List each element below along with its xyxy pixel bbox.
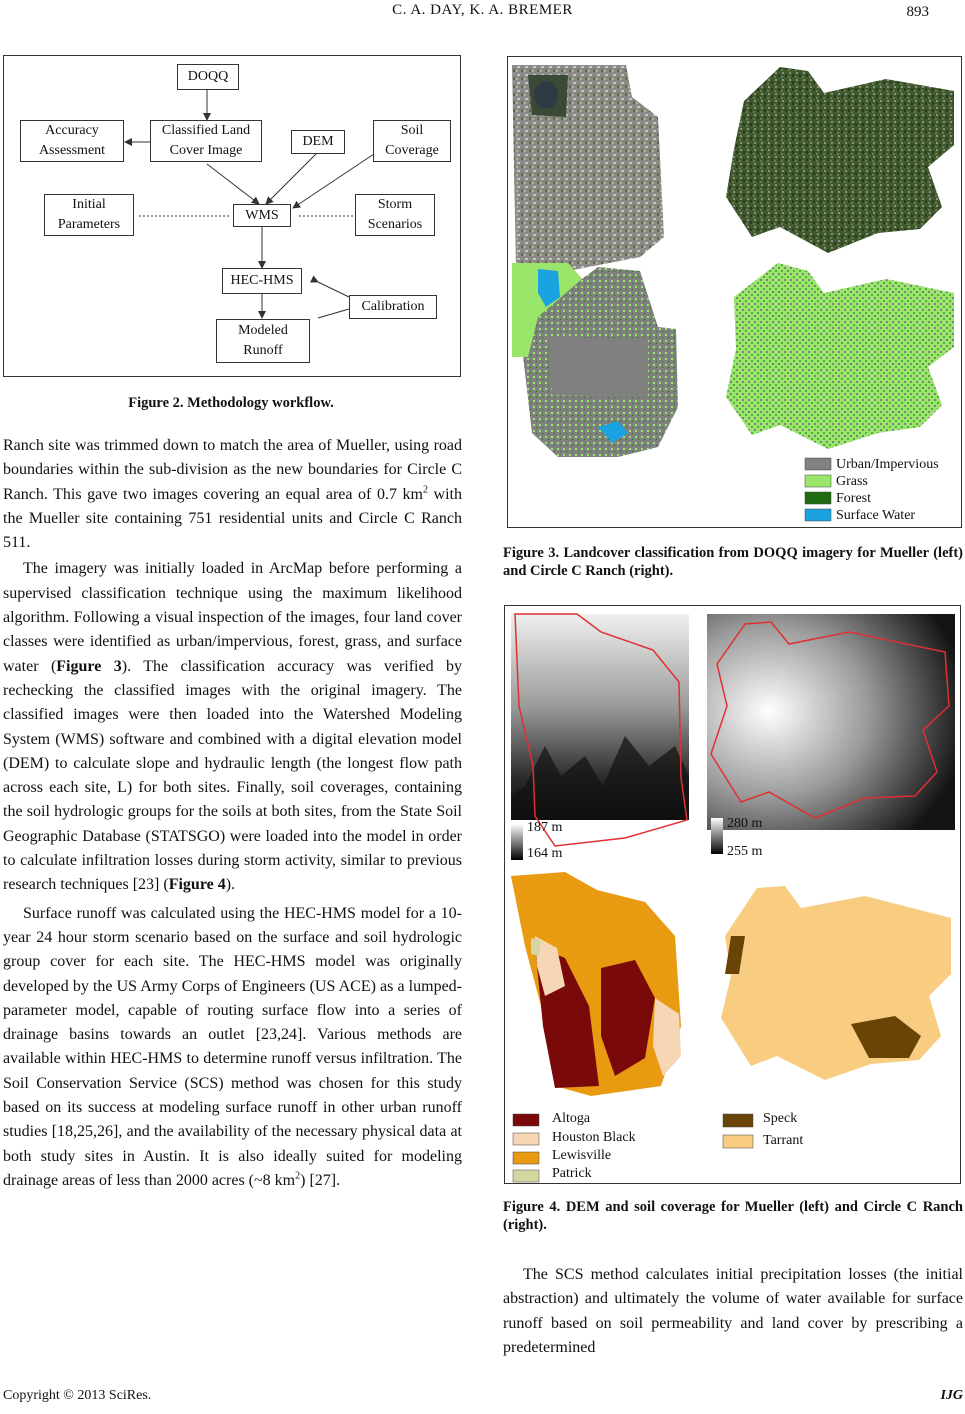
soil-legend-patrick: Patrick bbox=[552, 1166, 592, 1181]
page-number: 893 bbox=[906, 4, 929, 20]
figure-4 bbox=[504, 605, 961, 1184]
legend-forest: Forest bbox=[836, 491, 871, 506]
dem-right-min: 255 m bbox=[727, 844, 763, 859]
label-wms: WMS bbox=[245, 207, 279, 223]
label-dem: DEM bbox=[302, 134, 334, 149]
box-doqq bbox=[177, 64, 239, 90]
label-soil-1: Soil bbox=[400, 123, 424, 138]
legend-grass: Grass bbox=[836, 474, 868, 489]
paragraph-3 bbox=[3, 902, 462, 1194]
p2-text-c: ). bbox=[225, 876, 236, 894]
box-initial-parameters bbox=[44, 194, 134, 236]
dem-right-max: 280 m bbox=[727, 816, 763, 831]
box-modeled-runoff bbox=[216, 319, 310, 363]
footer-journal: IJG bbox=[940, 1388, 963, 1403]
legend-urban-impervious: Urban/Impervious bbox=[836, 457, 939, 472]
paragraph-1 bbox=[3, 434, 462, 555]
figure-4-reference: Figure 4 bbox=[168, 876, 226, 894]
label-hechms: HEC-HMS bbox=[230, 273, 294, 288]
label-storm-1: Storm bbox=[377, 197, 413, 212]
page-header bbox=[0, 2, 965, 24]
paragraph-2 bbox=[3, 557, 462, 897]
box-storm-scenarios bbox=[355, 194, 435, 236]
left-column-text bbox=[3, 434, 462, 1193]
p2-text-a: The imagery was initially loaded in ArcMap before performing a supervised classification technique using the maximum likelihood algorithm. Following a visual inspection of the images, four land cover classes were identified as urban/impervious, forest, grass, and surface water ( bbox=[3, 560, 462, 675]
box-wms bbox=[233, 204, 291, 227]
dem-left-min: 164 m bbox=[527, 846, 563, 861]
paragraph-4: The SCS method calculates initial precipitation losses (the initial abstraction) and ultimately the volume of water available for surface runoff based on soil permeability and land cover by prescribing a predetermined bbox=[503, 1266, 963, 1356]
label-modeled-2: Runoff bbox=[243, 343, 283, 358]
footer-copyright: Copyright © 2013 SciRes. bbox=[3, 1388, 152, 1403]
box-dem bbox=[291, 130, 345, 154]
label-calibration: Calibration bbox=[361, 299, 425, 314]
right-column-text bbox=[503, 1263, 963, 1360]
box-hec-hms bbox=[222, 268, 302, 294]
label-accuracy-1: Accuracy bbox=[45, 123, 99, 138]
figure-2 bbox=[3, 55, 461, 377]
box-soil-coverage bbox=[373, 120, 451, 162]
soil-legend-tarrant: Tarrant bbox=[763, 1133, 804, 1148]
label-initial-2: Parameters bbox=[57, 217, 121, 232]
figure-3-caption: Figure 3. Landcover classification from DOQQ imagery for Mueller (left) and Circle C Ranch (right). bbox=[503, 545, 963, 579]
label-storm-2: Scenarios bbox=[367, 217, 423, 232]
p1-superscript: 2 bbox=[422, 484, 428, 496]
figure-4-caption: Figure 4. DEM and soil coverage for Mueller (left) and Circle C Ranch (right). bbox=[503, 1199, 963, 1233]
label-soil-2: Coverage bbox=[385, 143, 439, 158]
label-classified-1: Classified Land bbox=[161, 123, 251, 138]
box-classified-land-cover bbox=[150, 120, 262, 162]
soil-legend-lewisville: Lewisville bbox=[552, 1148, 612, 1163]
running-authors: C. A. DAY, K. A. BREMER bbox=[392, 2, 573, 18]
figure-3 bbox=[507, 56, 962, 528]
soil-legend-altoga: Altoga bbox=[552, 1111, 591, 1126]
soil-legend-houston-black: Houston Black bbox=[552, 1130, 636, 1145]
dem-soil-maps bbox=[505, 606, 960, 1183]
p2-text-b: ). The classification accuracy was verified by rechecking the classified images with the original imagery. The classified images were then loaded into the Watershed Modeling System (WMS) software and combined with a digital elevation model (DEM) to calculate slope and hydraulic length (the longest flow path across each site, L) for both sites. Finally, soil coverages, containing the soil hydrologic groups for the soils at both sites, from the State Soil Geographic Database (STATSGO) were loaded into the model in order to calculate infiltration losses during storm activity, similar to previous research techniques [23] ( bbox=[3, 657, 463, 894]
label-modeled-1: Modeled bbox=[238, 323, 288, 338]
p3-text-end: ) [27]. bbox=[300, 1171, 341, 1189]
box-accuracy-assessment bbox=[20, 120, 124, 162]
soil-legend-speck: Speck bbox=[763, 1111, 798, 1126]
label-doqq: DOQQ bbox=[187, 69, 229, 84]
p1-text: Ranch site was trimmed down to match the area of Mueller, using road boundaries within the sub-division as the new boundaries for Circle C Ranch. This gave two images covering an equal area of 0.7 km bbox=[3, 437, 462, 503]
legend-surface-water: Surface Water bbox=[836, 508, 916, 523]
figure-2-caption: Figure 2. Methodology workflow. bbox=[128, 395, 334, 411]
p1-text-end: with the Mueller site containing 751 residential units and Circle C Ranch 511. bbox=[3, 485, 463, 552]
box-calibration bbox=[349, 295, 437, 319]
label-classified-2: Cover Image bbox=[169, 143, 243, 158]
p3-superscript: 2 bbox=[295, 1170, 301, 1182]
dem-left-max: 187 m bbox=[527, 820, 563, 835]
figure-3-reference: Figure 3 bbox=[56, 657, 122, 675]
label-accuracy-2: Assessment bbox=[38, 143, 106, 158]
p3-text: Surface runoff was calculated using the HEC-HMS model for a 10-year 24 hour storm scenario based on the surface and soil hydrologic group cover for each site. The HEC-HMS model was originally developed by the US Army Corps of Engineers (US ACE) as a lumped-parameter model, capable of routing surface flow into a series of drainage basins towards an outlet [23,24]. Various methods are available within HEC-HMS to determine runoff versus infiltration. The Soil Conservation Service (SCS) method was chosen for this study based on its success at modeling surface runoff in other urban runoff studies [18,25,26], and the availability of the necessary physical data at both study sites in Austin. It is also ideally suited for modeling drainage areas of less than 2000 acres (~8 km bbox=[3, 904, 462, 1189]
label-initial-1: Initial bbox=[72, 197, 106, 212]
